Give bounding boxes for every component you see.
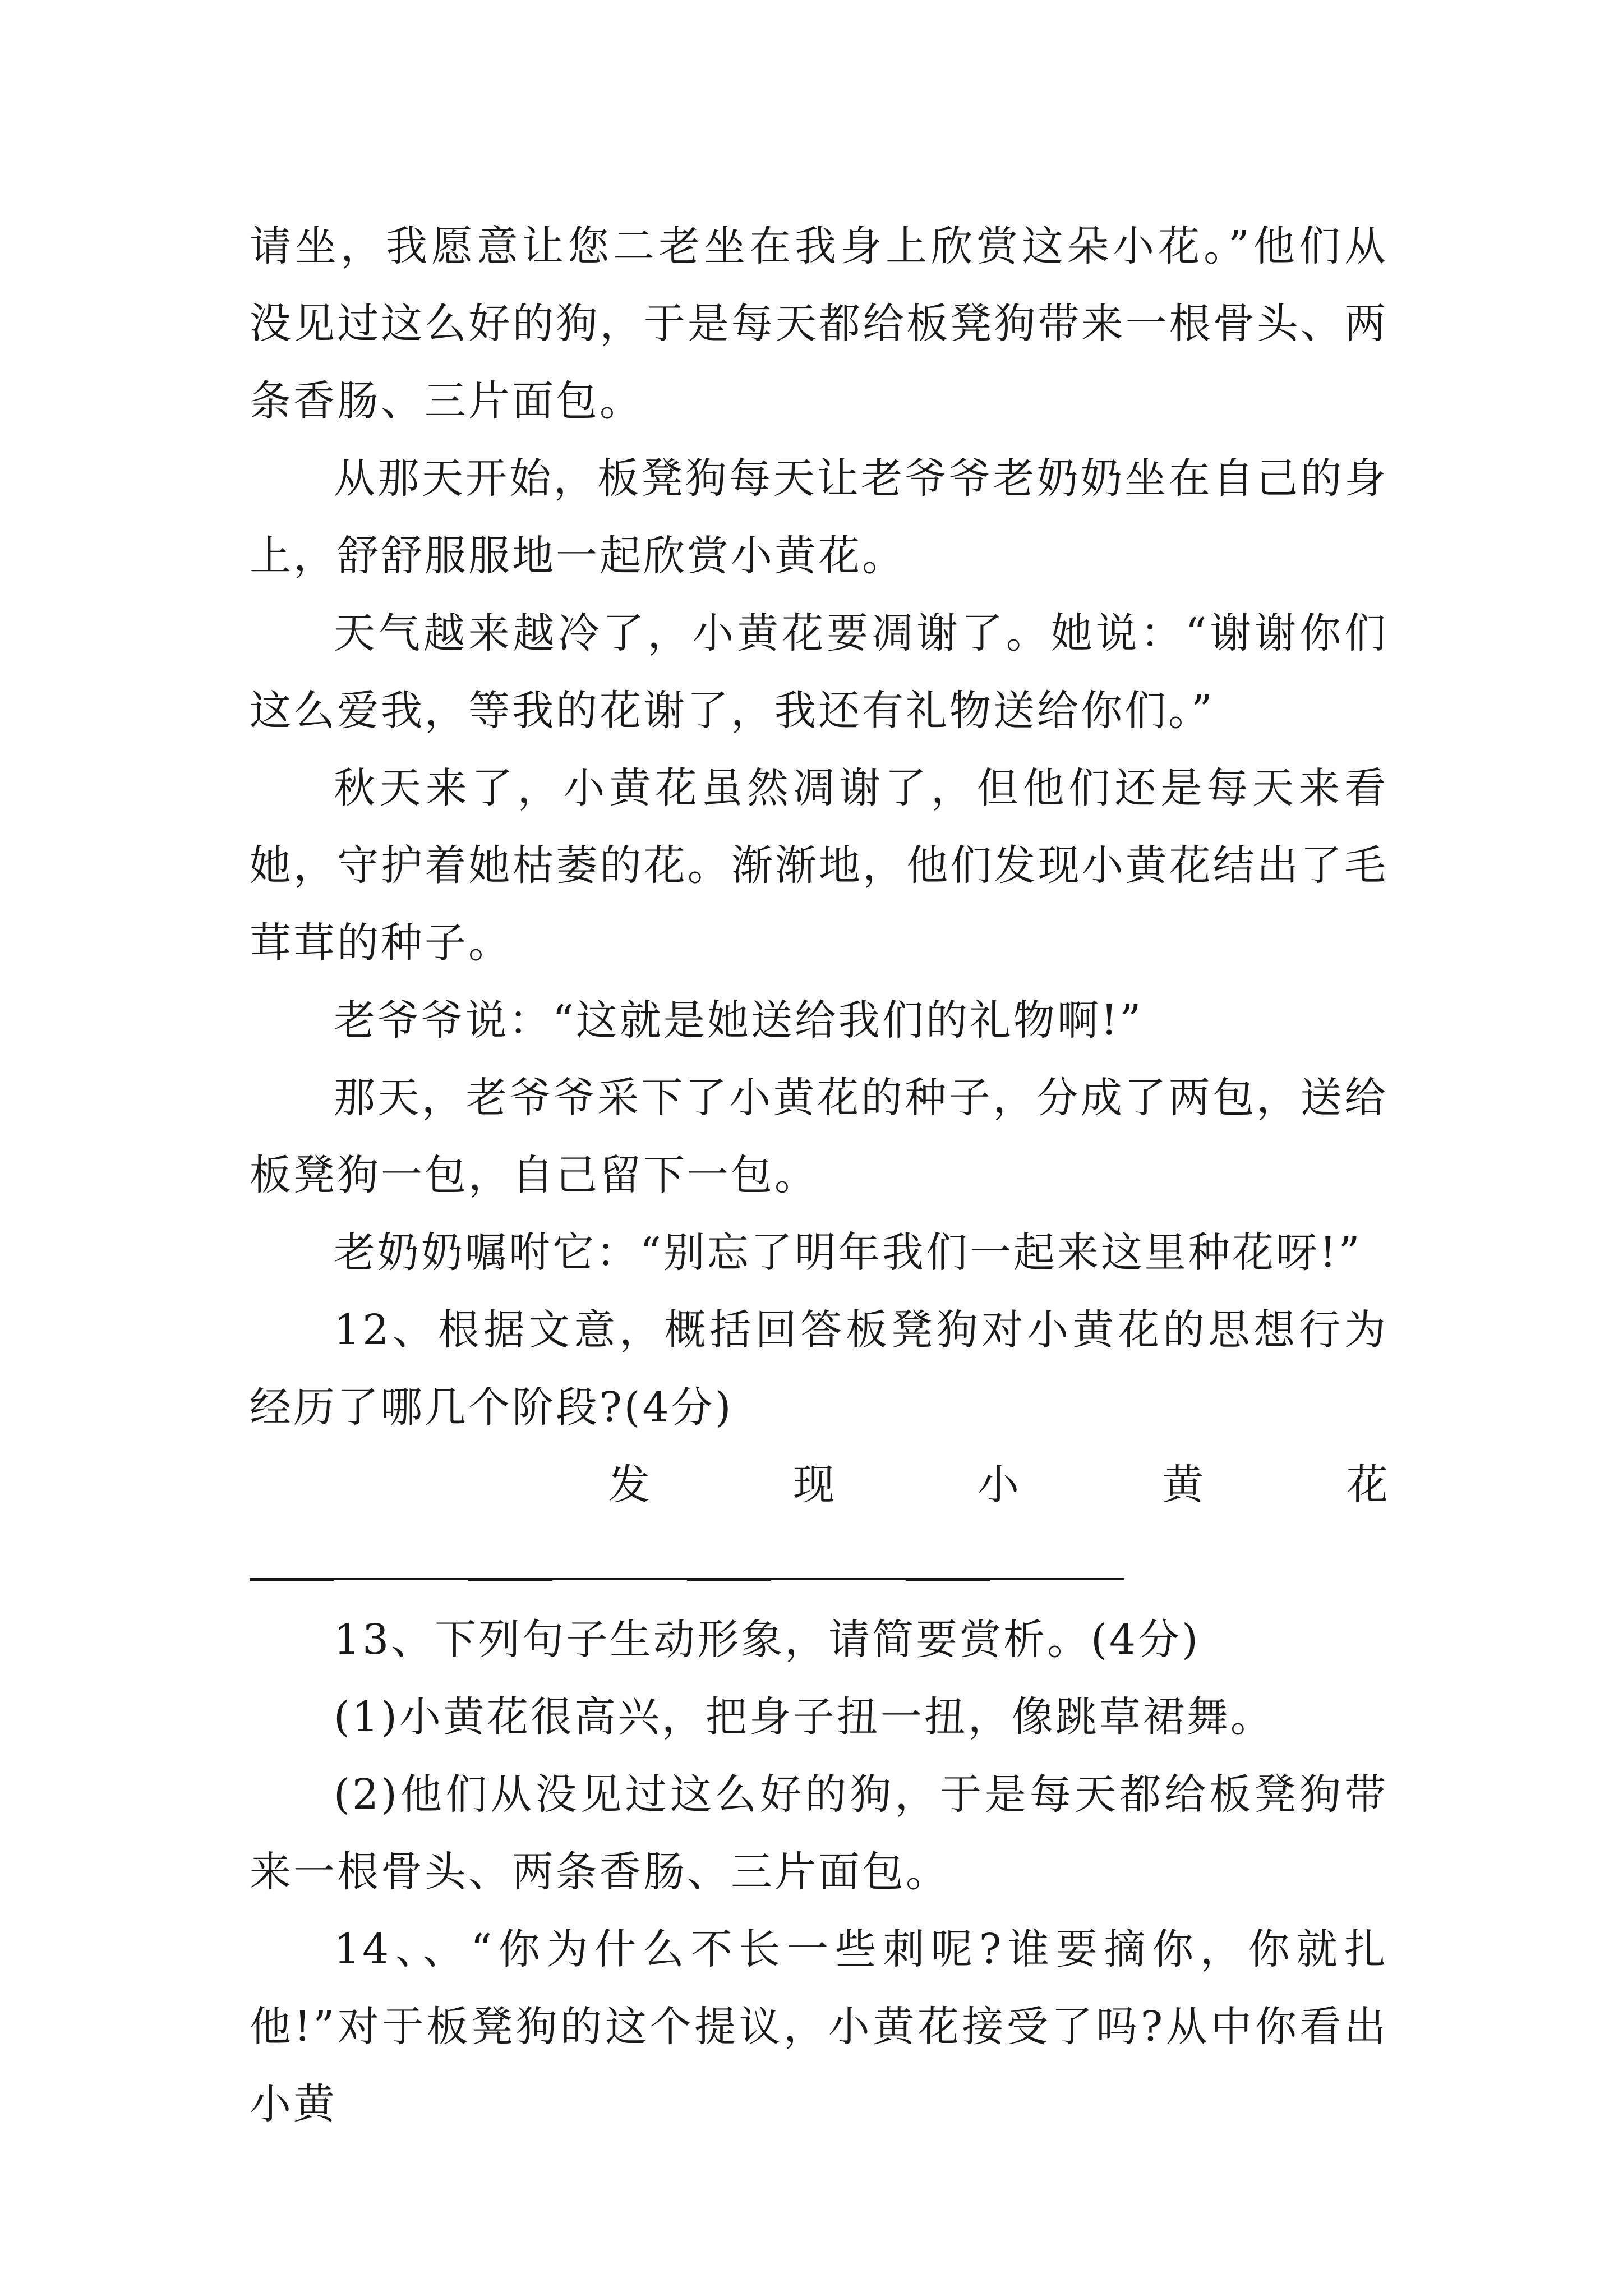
question-12-answer-area [250,1446,1388,1601]
arrow-dash [687,1578,771,1581]
question-13-item-1: (1)小黄花很高兴，把身子扭一扭，像跳草裙舞。 [334,1693,1274,1741]
paragraph-4: 秋天来了，小黄花虽然凋谢了，但他们还是每天来看她，守护着她枯萎的花。渐渐地，他们发现小黄花结出了毛茸茸的种子。 [250,764,1388,967]
question-13: 13、下列句子生动形象，请简要赏析。(4分) [334,1616,1200,1664]
paragraph-5: 老爷爷说：“这就是她送给我们的礼物啊!” [334,996,1144,1045]
answer-first-stage [608,1446,1388,1524]
question-14: 14、、“你为什么不长一些刺呢?谁要摘你，你就扎他!”对于板凳狗的这个提议，小黄花接受了吗?从中你看出小黄 [250,1925,1388,2128]
answer-char: 黄 [1162,1461,1204,1509]
arrow-dash [906,1578,990,1581]
paragraph-2: 从那天开始，板凳狗每天让老爷爷老奶奶坐在自己的身上，舒舒服服地一起欣赏小黄花。 [250,454,1388,580]
answer-char: 现 [793,1461,834,1509]
answer-blank-1[interactable] [334,1578,468,1580]
paragraph-6: 那天，老爷爷采下了小黄花的种子，分成了两包，送给板凳狗一包，自己留下一包。 [250,1074,1388,1199]
answer-char: 小 [978,1461,1019,1509]
paragraph-3: 天气越来越冷了，小黄花要凋谢了。她说：“谢谢你们这么爱我，等我的花谢了，我还有礼物送给你们。” [250,609,1388,735]
answer-blank-2[interactable] [552,1578,687,1580]
arrow-dash [250,1578,334,1581]
arrow-dash [468,1578,552,1581]
answer-char: 花 [1347,1461,1388,1509]
question-13-item-2: (2)他们从没见过这么好的狗，于是每天都给板凳狗带来一根骨头、两条香肠、三片面包。 [250,1770,1388,1896]
paragraph-7: 老奶奶嘱咐它：“别忘了明年我们一起来这里种花呀!” [334,1228,1362,1277]
answer-blank-4[interactable] [990,1578,1124,1580]
document-body [250,208,1388,2143]
answer-blank-3[interactable] [771,1578,906,1580]
answer-blanks [250,1524,1124,1601]
answer-char: 发 [608,1461,650,1509]
question-12: 12、根据文意，概括回答板凳狗对小黄花的思想行为经历了哪几个阶段?(4分) [250,1306,1388,1432]
paragraph-1: 请坐，我愿意让您二老坐在我身上欣赏这朵小花。”他们从没见过这么好的狗，于是每天都给板凳狗带来一根骨头、两条香肠、三片面包。 [250,222,1388,425]
